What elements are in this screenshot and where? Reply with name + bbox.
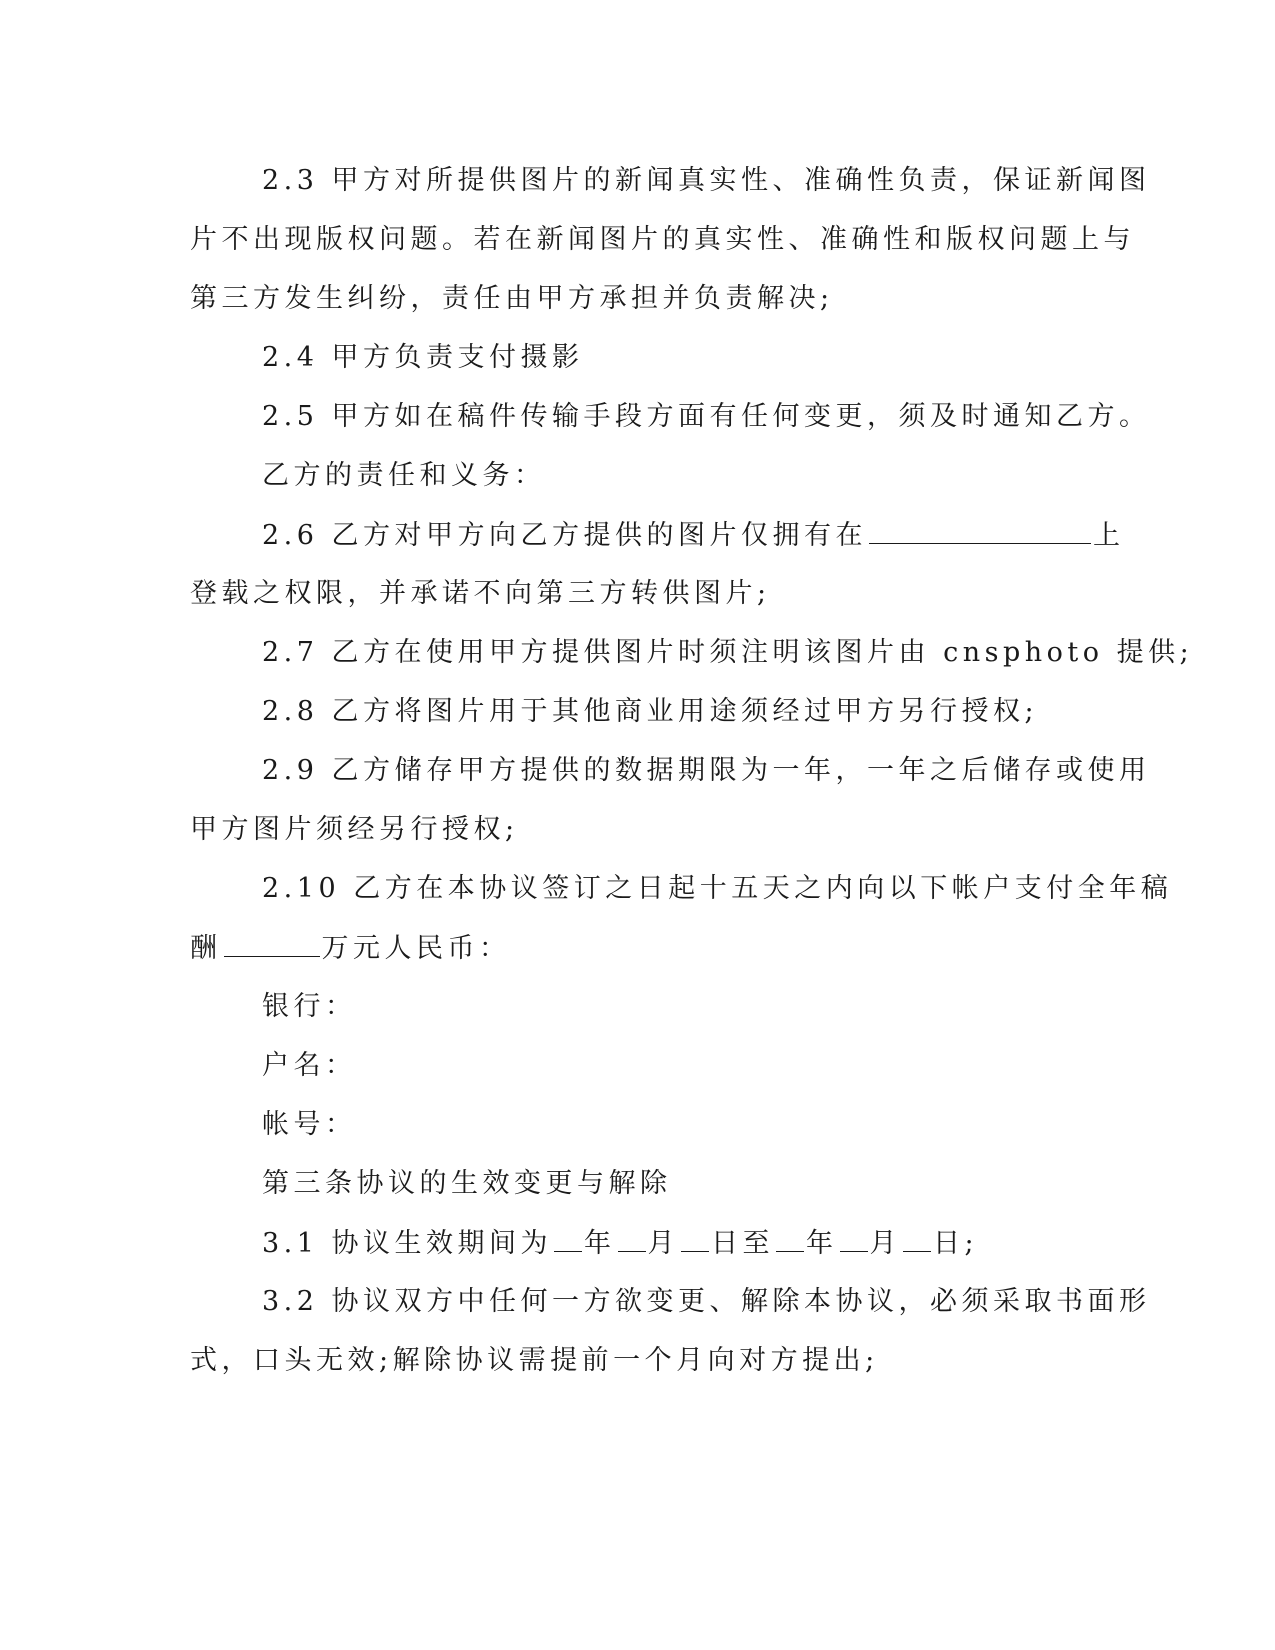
paragraph-2-6-text: 2.6 乙方对甲方向乙方提供的图片仅拥有在	[262, 520, 868, 551]
paragraph-2-3-line-2: 片不出现版权问题。若在新闻图片的真实性、准确性和版权问题上与	[190, 224, 1135, 255]
paragraph-2-3-line-3: 第三方发生纠纷，责任由甲方承担并负责解决;	[190, 283, 834, 314]
paragraph-2-6-line-2: 登载之权限，并承诺不向第三方转供图片;	[190, 578, 771, 609]
paragraph-2-9-line-1: 2.9 乙方储存甲方提供的数据期限为一年，一年之后储存或使用	[262, 755, 1151, 786]
paragraph-2-8: 2.8 乙方将图片用于其他商业用途须经过甲方另行授权;	[262, 696, 1039, 727]
paragraph-3-2-line-2: 式，口头无效;解除协议需提前一个月向对方提出;	[190, 1345, 879, 1376]
start-year-unit: 年	[584, 1228, 616, 1259]
paragraph-2-10-line-1: 2.10 乙方在本协议签订之日起十五天之内向以下帐户支付全年稿	[262, 873, 1173, 904]
fill-in-blank-platform	[869, 517, 1091, 544]
paragraph-2-9-line-2: 甲方图片须经另行授权;	[190, 814, 519, 845]
fill-in-blank-end-year	[776, 1225, 804, 1252]
paragraph-2-10-head: 酬	[190, 933, 222, 964]
paragraph-2-4: 2.4 甲方负责支付摄影	[262, 342, 584, 373]
fill-in-blank-start-year	[554, 1225, 582, 1252]
bank-label: 银行：	[262, 991, 357, 1022]
start-day-unit: 日至	[711, 1228, 775, 1259]
end-month-unit: 月	[869, 1228, 902, 1259]
paragraph-3-1	[262, 1225, 978, 1262]
section-heading-party-b: 乙方的责任和义务：	[262, 460, 546, 491]
fill-in-blank-start-month	[618, 1225, 646, 1252]
paragraph-2-6-tail: 上	[1093, 520, 1125, 551]
fill-in-blank-end-day	[903, 1225, 931, 1252]
article-3-heading: 第三条协议的生效变更与解除	[262, 1168, 672, 1199]
paragraph-2-10-tail: 万元人民币：	[321, 933, 511, 964]
account-number-label: 帐号：	[262, 1109, 357, 1140]
end-year-unit: 年	[806, 1228, 838, 1259]
fill-in-blank-amount	[224, 930, 320, 957]
paragraph-3-1-text: 3.1 协议生效期间为	[262, 1228, 553, 1259]
start-month-unit: 月	[647, 1228, 680, 1259]
paragraph-2-6-line-1	[262, 517, 1125, 554]
fill-in-blank-end-month	[840, 1225, 868, 1252]
fill-in-blank-start-day	[681, 1225, 709, 1252]
end-day-unit: 日;	[933, 1228, 979, 1259]
paragraph-2-7: 2.7 乙方在使用甲方提供图片时须注明该图片由 cnsphoto 提供;	[262, 637, 1194, 668]
paragraph-2-3-line-1: 2.3 甲方对所提供图片的新闻真实性、准确性负责，保证新闻图	[262, 165, 1151, 196]
paragraph-2-5: 2.5 甲方如在稿件传输手段方面有任何变更，须及时通知乙方。	[262, 401, 1151, 432]
paragraph-2-10-line-2	[190, 930, 511, 967]
account-name-label: 户名：	[262, 1050, 357, 1081]
paragraph-3-2-line-1: 3.2 协议双方中任何一方欲变更、解除本协议，必须采取书面形	[262, 1286, 1151, 1317]
